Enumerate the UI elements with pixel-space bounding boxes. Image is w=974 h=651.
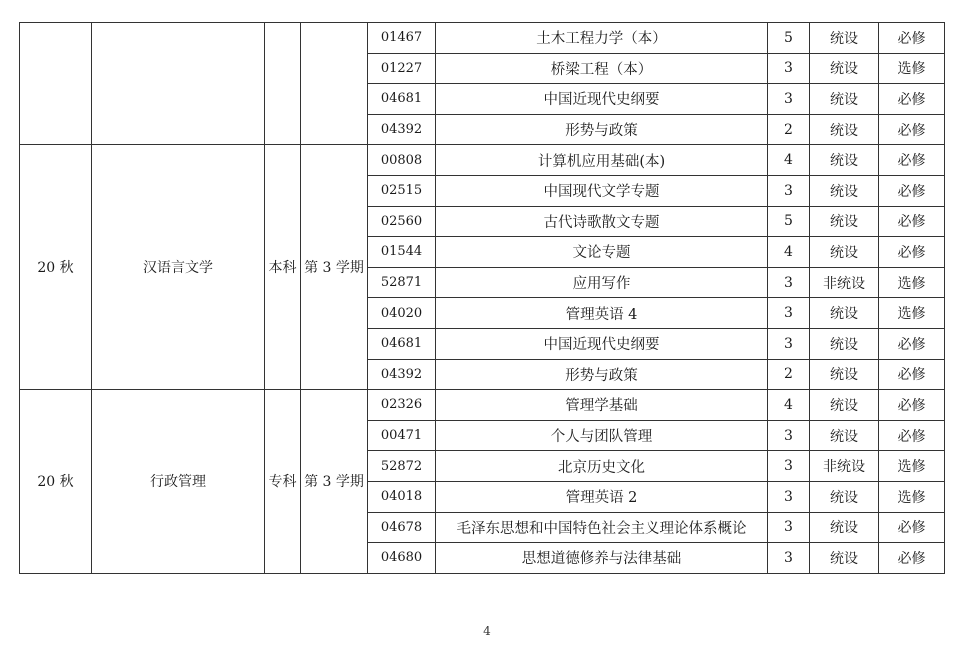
course-name-cell: 古代诗歌散文专题	[436, 206, 768, 237]
course-code-cell: 00471	[368, 420, 436, 451]
course-code-cell: 04678	[368, 512, 436, 543]
term-cell: 第 3 学期	[301, 390, 368, 574]
course-type-cell: 统设	[810, 23, 879, 54]
course-code-cell: 52871	[368, 267, 436, 298]
credits-cell: 3	[768, 420, 810, 451]
credits-cell: 3	[768, 298, 810, 329]
level-cell: 专科	[265, 390, 301, 574]
term-cell	[301, 23, 368, 145]
course-type-cell: 统设	[810, 175, 879, 206]
requirement-cell: 必修	[879, 359, 945, 390]
course-type-cell: 统设	[810, 390, 879, 421]
credits-cell: 3	[768, 53, 810, 84]
semester-cell	[20, 23, 92, 145]
course-name-cell: 应用写作	[436, 267, 768, 298]
course-schedule-table	[19, 22, 945, 574]
table-row	[20, 23, 945, 54]
requirement-cell: 必修	[879, 206, 945, 237]
course-name-cell: 计算机应用基础(本)	[436, 145, 768, 176]
credits-cell: 2	[768, 114, 810, 145]
course-code-cell: 00808	[368, 145, 436, 176]
requirement-cell: 选修	[879, 298, 945, 329]
course-type-cell: 统设	[810, 298, 879, 329]
course-code-cell: 04680	[368, 543, 436, 574]
table-row	[20, 145, 945, 176]
course-name-cell: 管理学基础	[436, 390, 768, 421]
credits-cell: 3	[768, 481, 810, 512]
course-type-cell: 统设	[810, 481, 879, 512]
course-name-cell: 思想道德修养与法律基础	[436, 543, 768, 574]
course-type-cell: 统设	[810, 543, 879, 574]
course-type-cell: 统设	[810, 420, 879, 451]
credits-cell: 3	[768, 451, 810, 482]
table-row	[20, 390, 945, 421]
requirement-cell: 必修	[879, 512, 945, 543]
course-code-cell: 04020	[368, 298, 436, 329]
course-name-cell: 北京历史文化	[436, 451, 768, 482]
requirement-cell: 必修	[879, 145, 945, 176]
credits-cell: 3	[768, 175, 810, 206]
semester-cell: 20 秋	[20, 145, 92, 390]
requirement-cell: 必修	[879, 175, 945, 206]
credits-cell: 3	[768, 328, 810, 359]
course-type-cell: 统设	[810, 114, 879, 145]
course-type-cell: 非统设	[810, 451, 879, 482]
credits-cell: 3	[768, 267, 810, 298]
requirement-cell: 必修	[879, 420, 945, 451]
major-cell: 行政管理	[92, 390, 265, 574]
course-code-cell: 04392	[368, 114, 436, 145]
course-type-cell: 统设	[810, 328, 879, 359]
credits-cell: 5	[768, 23, 810, 54]
course-code-cell: 04392	[368, 359, 436, 390]
course-type-cell: 统设	[810, 512, 879, 543]
course-name-cell: 中国近现代史纲要	[436, 328, 768, 359]
requirement-cell: 必修	[879, 23, 945, 54]
course-name-cell: 个人与团队管理	[436, 420, 768, 451]
course-type-cell: 统设	[810, 206, 879, 237]
course-name-cell: 形势与政策	[436, 114, 768, 145]
major-cell: 汉语言文学	[92, 145, 265, 390]
credits-cell: 5	[768, 206, 810, 237]
requirement-cell: 选修	[879, 53, 945, 84]
requirement-cell: 选修	[879, 451, 945, 482]
course-type-cell: 统设	[810, 145, 879, 176]
page-number: 4	[483, 624, 491, 638]
level-cell	[265, 23, 301, 145]
course-code-cell: 04018	[368, 481, 436, 512]
level-cell: 本科	[265, 145, 301, 390]
term-cell: 第 3 学期	[301, 145, 368, 390]
course-type-cell: 统设	[810, 84, 879, 115]
course-code-cell: 01544	[368, 237, 436, 268]
course-code-cell: 04681	[368, 84, 436, 115]
requirement-cell: 必修	[879, 114, 945, 145]
course-code-cell: 52872	[368, 451, 436, 482]
course-type-cell: 统设	[810, 237, 879, 268]
requirement-cell: 必修	[879, 328, 945, 359]
course-code-cell: 02515	[368, 175, 436, 206]
course-name-cell: 中国近现代史纲要	[436, 84, 768, 115]
course-name-cell: 管理英语 2	[436, 481, 768, 512]
course-name-cell: 管理英语 4	[436, 298, 768, 329]
requirement-cell: 必修	[879, 543, 945, 574]
course-name-cell: 形势与政策	[436, 359, 768, 390]
course-code-cell: 01467	[368, 23, 436, 54]
credits-cell: 3	[768, 543, 810, 574]
credits-cell: 3	[768, 512, 810, 543]
requirement-cell: 选修	[879, 481, 945, 512]
requirement-cell: 必修	[879, 390, 945, 421]
course-name-cell: 中国现代文学专题	[436, 175, 768, 206]
course-code-cell: 02560	[368, 206, 436, 237]
course-type-cell: 非统设	[810, 267, 879, 298]
requirement-cell: 选修	[879, 267, 945, 298]
course-name-cell: 毛泽东思想和中国特色社会主义理论体系概论	[436, 512, 768, 543]
credits-cell: 3	[768, 84, 810, 115]
course-name-cell: 桥梁工程（本）	[436, 53, 768, 84]
course-name-cell: 土木工程力学（本）	[436, 23, 768, 54]
course-code-cell: 04681	[368, 328, 436, 359]
course-name-cell: 文论专题	[436, 237, 768, 268]
requirement-cell: 必修	[879, 237, 945, 268]
course-code-cell: 02326	[368, 390, 436, 421]
credits-cell: 2	[768, 359, 810, 390]
semester-cell: 20 秋	[20, 390, 92, 574]
credits-cell: 4	[768, 145, 810, 176]
major-cell	[92, 23, 265, 145]
course-type-cell: 统设	[810, 53, 879, 84]
course-code-cell: 01227	[368, 53, 436, 84]
requirement-cell: 必修	[879, 84, 945, 115]
course-type-cell: 统设	[810, 359, 879, 390]
credits-cell: 4	[768, 237, 810, 268]
credits-cell: 4	[768, 390, 810, 421]
